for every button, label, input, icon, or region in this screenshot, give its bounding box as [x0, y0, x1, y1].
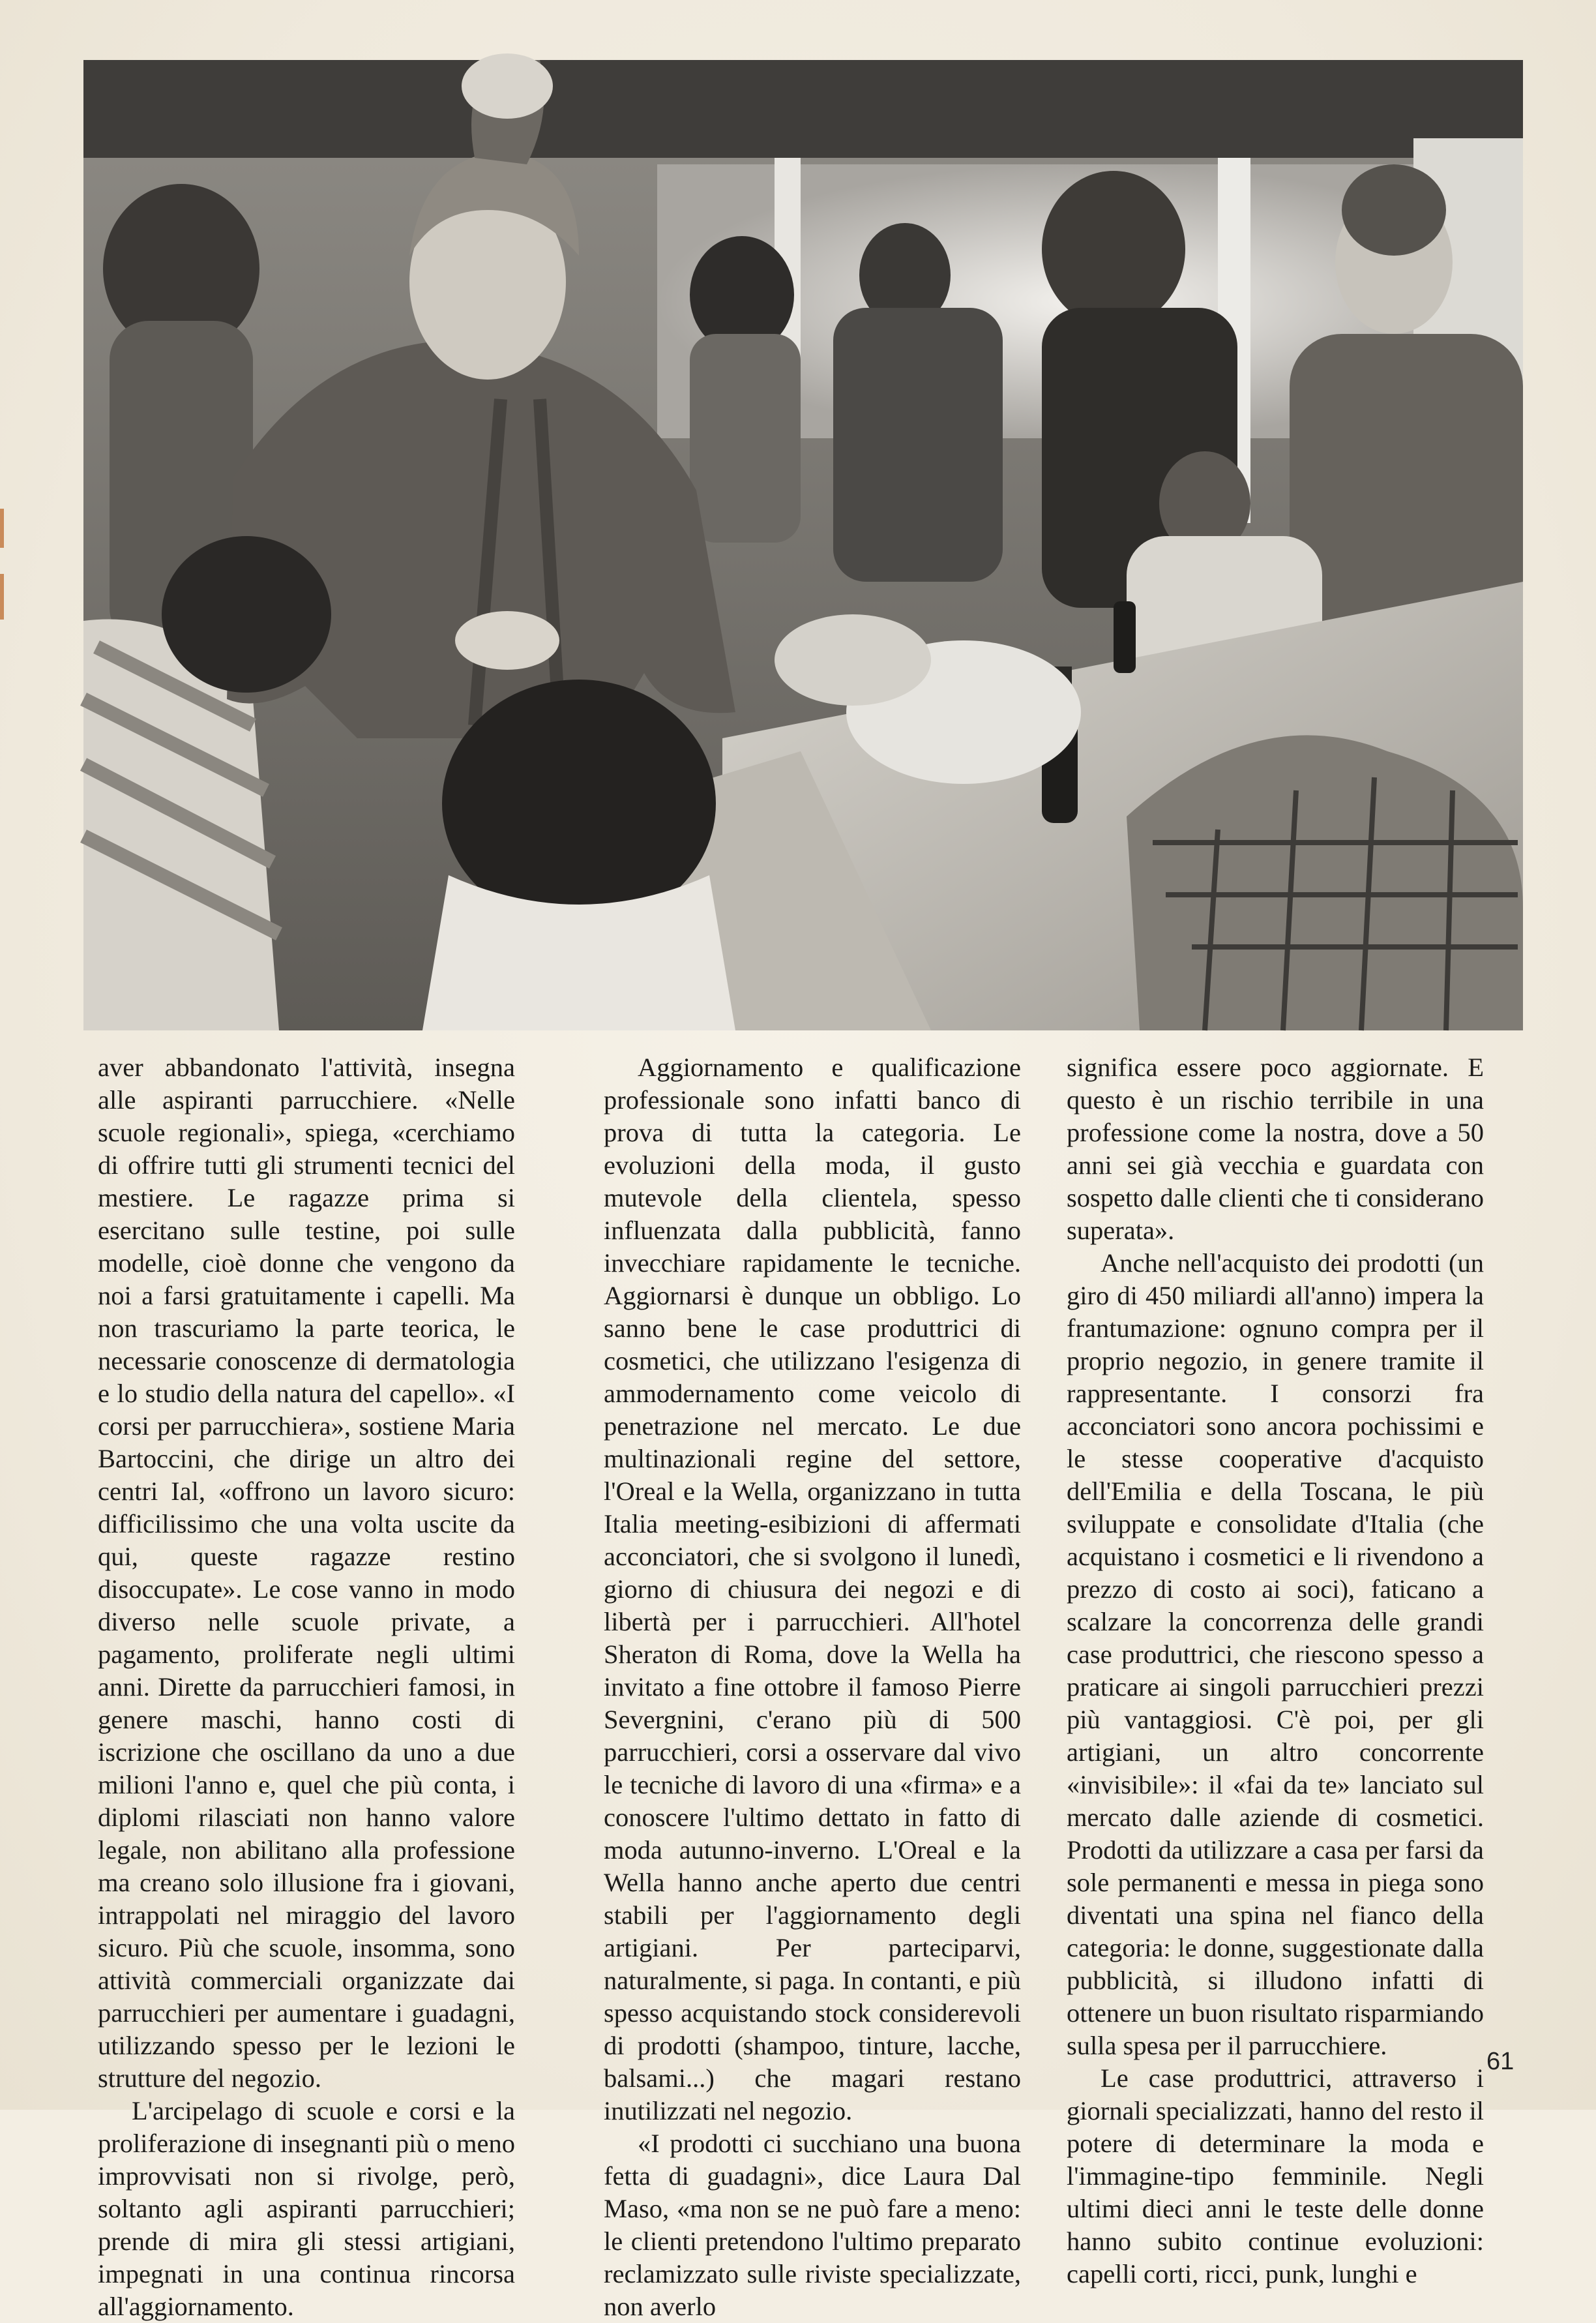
paragraph: «I prodotti ci succhiano una buona fetta di guadagni», dice Laura Dal Maso, «ma non se ne può fare a meno: le clienti pretendono l'ultimo preparato reclamizzato sulle riviste specializzate, non averlo: [604, 2129, 1021, 2321]
text-column-3: [1067, 1051, 1484, 2288]
paragraph: aver abbandonato l'attività, insegna alle aspiranti parrucchiere. «Nelle scuole regionali», spiega, «cerchiamo di offrire tutti gli strumenti tecnici del mestiere. Le ragazze prima si esercitano sulle testine, poi sulle modelle, cioè donne che vengono da noi a farsi gratuitamente i capelli. Ma non trascuriamo la parte teorica, le necessarie conoscenze di dermatologia e lo studio della natura del capello». «I corsi per parrucchiera», sostiene Maria Bartoccini, che dirige un altro dei centri Ial, «offrono un lavoro sicuro: difficilissimo che una volta uscite da qui, queste ragazze restino disoccupate». Le cose vanno in modo diverso nelle scuole private, a pagamento, proliferate negli ultimi anni. Dirette da parrucchieri famosi, in genere maschi, hanno costi di iscrizione che oscillano da uno a due milioni l'anno e, quel che più conta, i diplomi rilasciati non hanno valore legale, non abilitano alla professione ma creano solo illusione fra i giovani, intrappolati nel miraggio del lavoro sicuro. Più che scuole, insomma, sono attività commerciali organizzate dai parrucchieri per aumentare i guadagni, utilizzando spesso per le lezioni le strutture del negozio.: [98, 1053, 515, 2093]
text-column-1: [98, 1051, 515, 2321]
photo: [83, 60, 1523, 1030]
paragraph: Le case produttrici, attraverso i giornali specializzati, hanno del resto il potere di determinare la moda e l'immagine-tipo femminile. Negli ultimi dieci anni le teste delle donne hanno subito continue evoluzioni: capelli corti, ricci, punk, lunghi e: [1067, 2063, 1484, 2288]
text-column-2: [604, 1051, 1021, 2321]
scan-edge-mark: [0, 509, 4, 548]
paragraph: L'arcipelago di scuole e corsi e la proliferazione di insegnanti più o meno improvvisati non si rivolge, però, soltanto agli aspiranti parrucchieri; prende di mira gli stessi artigiani, impegnati in una continua rincorsa all'aggiornamento.: [98, 2096, 515, 2321]
hairdressing-students-photo-icon: [83, 60, 1523, 1030]
paragraph: Anche nell'acquisto dei prodotti (un giro di 450 miliardi all'anno) impera la frantumazione: ognuno compra per il proprio negozio, in genere tramite il rappresentante. I consorzi fra acconciatori sono ancora pochissimi e le stesse cooperative d'acquisto dell'Emilia e della Toscana, le più sviluppate e consolidate d'Italia (che acquistano i cosmetici e li rivendono a prezzo di costo ai soci), faticano a scalzare la concorrenza delle grandi case produttrici, che riescono spesso a praticare ai singoli parrucchieri prezzi più vantaggiosi. C'è poi, per gli artigiani, un altro concorrente «invisibile»: il «fai da te» lanciato sul mercato dalle aziende di cosmetici. Prodotti da utilizzare a casa per farsi da sole permanenti e messa in piega sono diventati una spina nel fianco della categoria: le donne, suggestionate dalla pubblicità, si illudono infatti di ottenere un buon risultato risparmiando sulla spesa per il parrucchiere.: [1067, 1248, 1484, 2060]
paragraph: Aggiornamento e qualificazione professionale sono infatti banco di prova di tutta la categoria. Le evoluzioni della moda, il gusto mutevole della clientela, spesso influenzata dalla pubblicità, fanno invecchiare rapidamente le tecniche. Aggiornarsi è dunque un obbligo. Lo sanno bene le case produttrici di cosmetici, che utilizzano l'esigenza di ammodernamento come veicolo di penetrazione nel mercato. Le due multinazionali regine del settore, l'Oreal e la Wella, organizzano in tutta Italia meeting-esibizioni di affermati acconciatori, che si svolgono il lunedì, giorno di chiusura dei negozi e di libertà per i parrucchieri. All'hotel Sheraton di Roma, dove la Wella ha invitato a fine ottobre il famoso Pierre Severgnini, c'erano più di 500 parrucchieri, corsi a osservare dal vivo le tecniche di lavoro di una «firma» e a conoscere l'ultimo dettato in fatto di moda autunno-inverno. L'Oreal e la Wella hanno anche aperto due centri stabili per l'aggiornamento degli artigiani. Per parteciparvi, naturalmente, si paga. In contanti, e più spesso acquistando stock considerevoli di prodotti (shampoo, tinture, lacche, balsami...) che magari restano inutilizzati nel negozio.: [604, 1053, 1021, 2125]
paragraph: significa essere poco aggiornate. E questo è un rischio terribile in una professione come la nostra, dove a 50 anni sei già vecchia e guardata con sospetto dalle clienti che ti considerano superata».: [1067, 1053, 1484, 1245]
page-number: 61: [1486, 2048, 1515, 2075]
scan-edge-mark: [0, 574, 4, 620]
